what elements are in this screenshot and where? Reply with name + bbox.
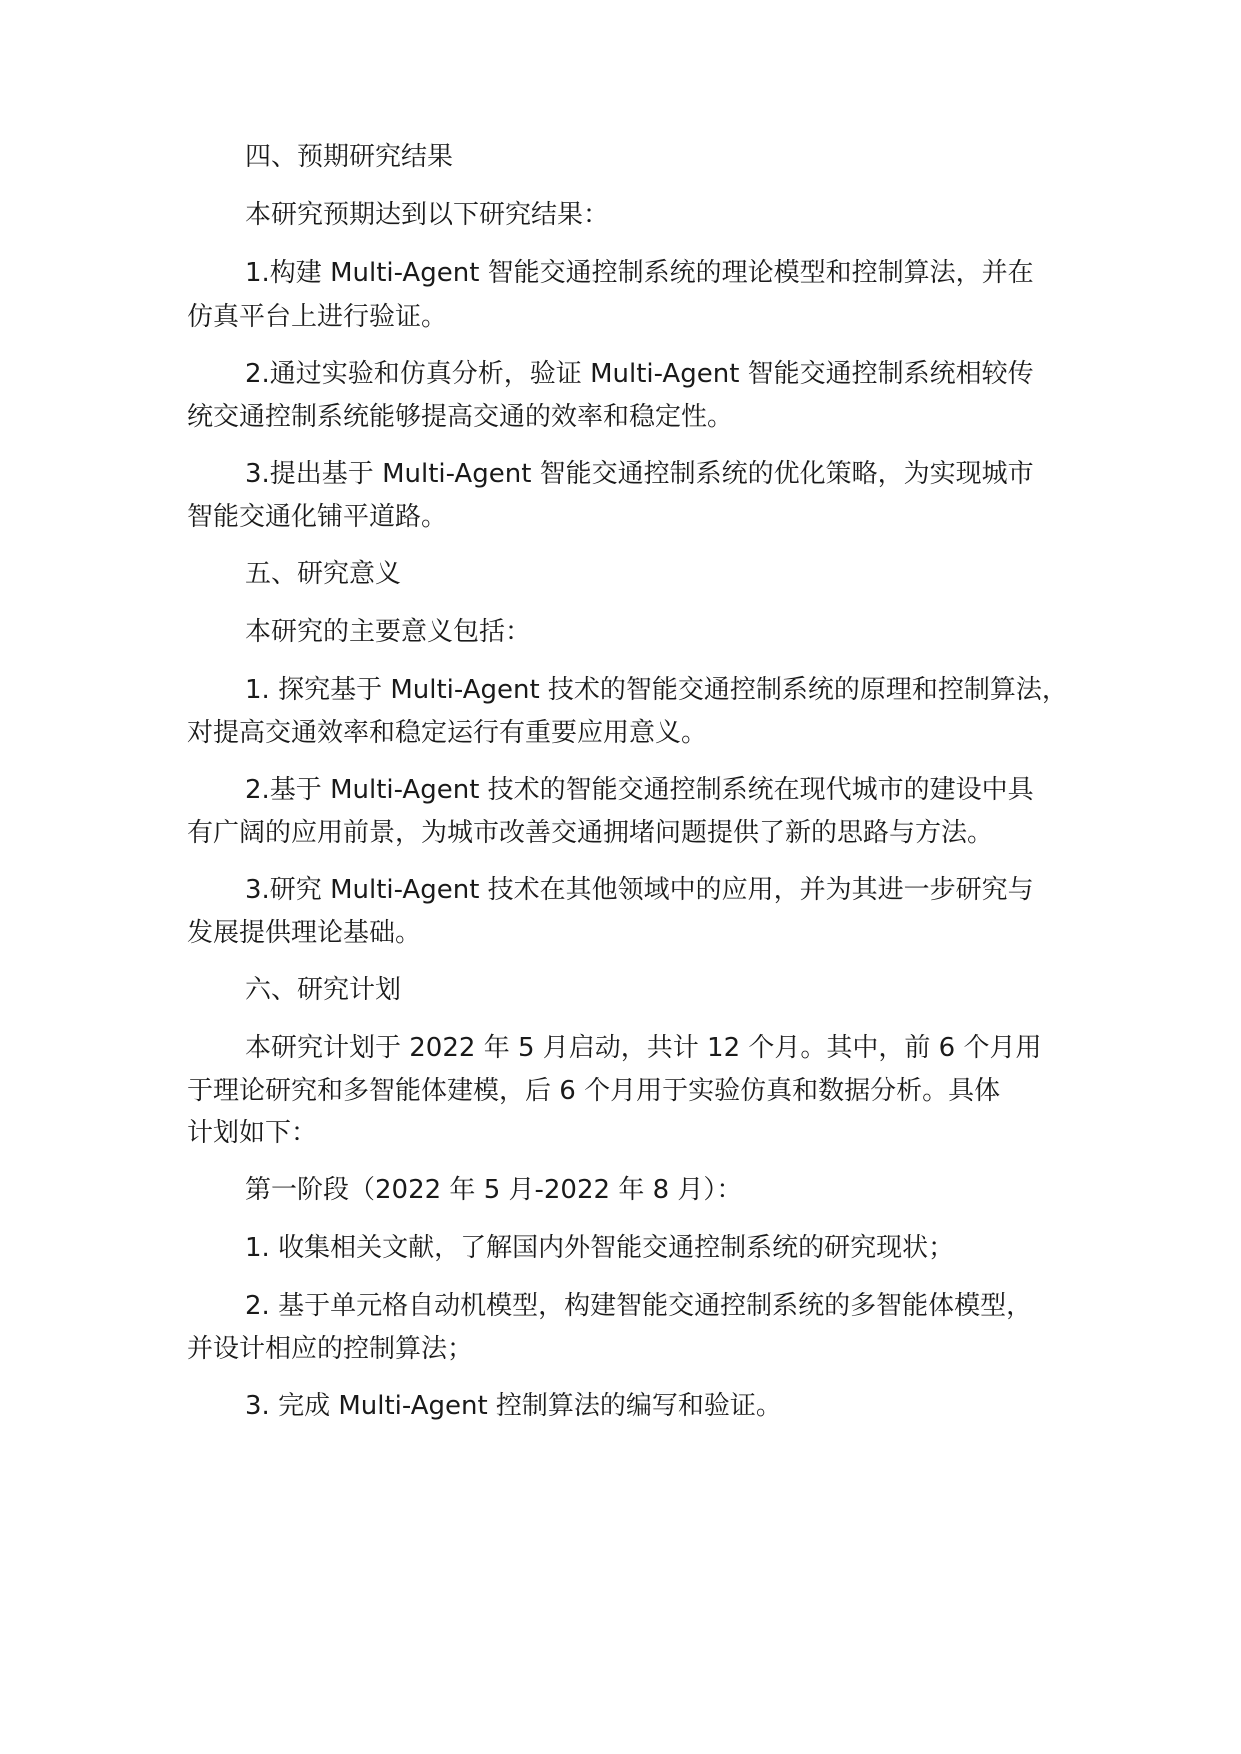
expected-result-3-line-2: 智能交通化铺平道路。 <box>187 502 448 532</box>
significance-2-line-2: 有广阔的应用前景，为城市改善交通拥堵问题提供了新的思路与方法。 <box>187 818 994 848</box>
significance-1-line-2: 对提高交通效率和稳定运行有重要应用意义。 <box>187 718 708 748</box>
section-heading-expected-results: 四、预期研究结果 <box>245 142 454 172</box>
section-heading-significance: 五、研究意义 <box>245 559 402 589</box>
expected-result-1-line-1: 1.构建 Multi-Agent 智能交通控制系统的理论模型和控制算法，并在 <box>245 258 1034 288</box>
stage-one-item-2-line-1: 2. 基于单元格自动机模型，构建智能交通控制系统的多智能体模型， <box>245 1291 1033 1321</box>
significance-2-line-1: 2.基于 Multi-Agent 技术的智能交通控制系统在现代城市的建设中具 <box>245 775 1034 805</box>
significance-3-line-1: 3.研究 Multi-Agent 技术在其他领域中的应用，并为其进一步研究与 <box>245 875 1034 905</box>
expected-result-3-line-1: 3.提出基于 Multi-Agent 智能交通控制系统的优化策略，为实现城市 <box>245 459 1034 489</box>
stage-one-title: 第一阶段（2022 年 5 月-2022 年 8 月）： <box>245 1175 743 1205</box>
stage-one-item-2-line-2: 并设计相应的控制算法； <box>187 1334 474 1364</box>
expected-result-2-line-1: 2.通过实验和仿真分析，验证 Multi-Agent 智能交通控制系统相较传 <box>245 359 1034 389</box>
plan-intro-line-1: 本研究计划于 2022 年 5 月启动，共计 12 个月。其中，前 6 个月用 <box>245 1033 1042 1063</box>
stage-one-item-3: 3. 完成 Multi-Agent 控制算法的编写和验证。 <box>245 1391 782 1421</box>
stage-one-item-1: 1. 收集相关文献，了解国内外智能交通控制系统的研究现状； <box>245 1233 955 1263</box>
significance-3-line-2: 发展提供理论基础。 <box>187 918 422 948</box>
expected-result-2-line-2: 统交通控制系统能够提高交通的效率和稳定性。 <box>187 402 734 432</box>
significance-1-line-1: 1. 探究基于 Multi-Agent 技术的智能交通控制系统的原理和控制算法， <box>245 675 1068 705</box>
section-heading-plan: 六、研究计划 <box>245 975 402 1005</box>
expected-result-1-line-2: 仿真平台上进行验证。 <box>187 302 448 332</box>
plan-intro-line-2: 于理论研究和多智能体建模，后 6 个月用于实验仿真和数据分析。具体 <box>187 1076 1001 1106</box>
significance-intro: 本研究的主要意义包括： <box>245 617 532 647</box>
expected-results-intro: 本研究预期达到以下研究结果： <box>245 200 610 230</box>
plan-intro-line-3: 计划如下： <box>187 1118 318 1148</box>
